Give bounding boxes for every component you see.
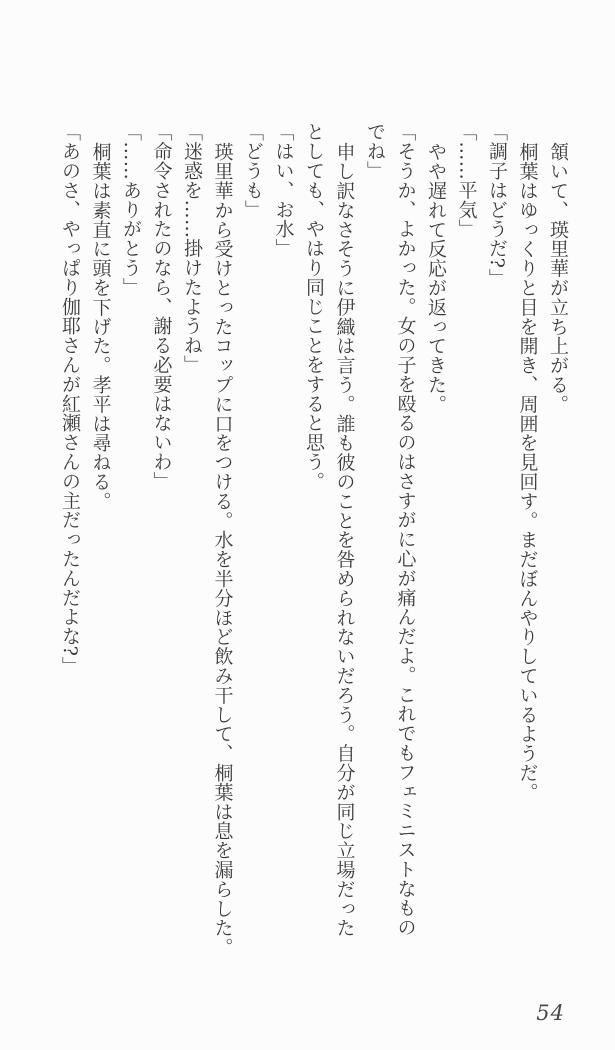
- vertical-text-block: [55, 122, 574, 958]
- text-column: 「迷惑を……掛けたようね」: [181, 122, 203, 375]
- text-column: 「はい、お水」: [272, 122, 295, 258]
- text-column: 申し訳なさそうに伊織は言う。誰も彼のことを咎められないだろう。自分が同じ立場だった: [333, 141, 356, 937]
- page-number: 54: [536, 1001, 565, 1025]
- text-column: 「どうも」: [242, 122, 264, 219]
- text-column: やや遅れて反応が返ってきた。: [425, 141, 447, 414]
- text-column: 瑛里華から受けとったコップに口をつける。水を半分ほど飲み干して、桐葉は息を漏らした。: [211, 141, 234, 957]
- text-column: 桐葉はゆっくりと目を開き、周囲を見回す。まだぼんやりしているようだ。: [516, 141, 539, 802]
- text-column: でね」: [364, 122, 386, 181]
- text-column: 「……平気」: [455, 122, 478, 239]
- text-column: としても、やはり同じことをすると思う。: [303, 122, 325, 491]
- text-column: 「そうか、よかった。女の子を殴るのはさすがに心が痛んだよ。これでもフェミニストなもの: [394, 122, 417, 937]
- text-column: 「あのさ、やっぱり伽耶さんが紅瀬さんの主だったんだよな?」: [59, 122, 81, 676]
- text-column: 「調子はどうだ?」: [486, 122, 508, 288]
- text-column: 「……ありがとう」: [120, 122, 142, 297]
- text-column: 桐葉は素直に頭を下げた。孝平は尋ねる。: [89, 141, 112, 511]
- text-column: 「命令されたのなら、謝る必要はないわ」: [150, 122, 173, 491]
- text-column: 頷いて、瑛里華が立ち上がる。: [547, 141, 569, 414]
